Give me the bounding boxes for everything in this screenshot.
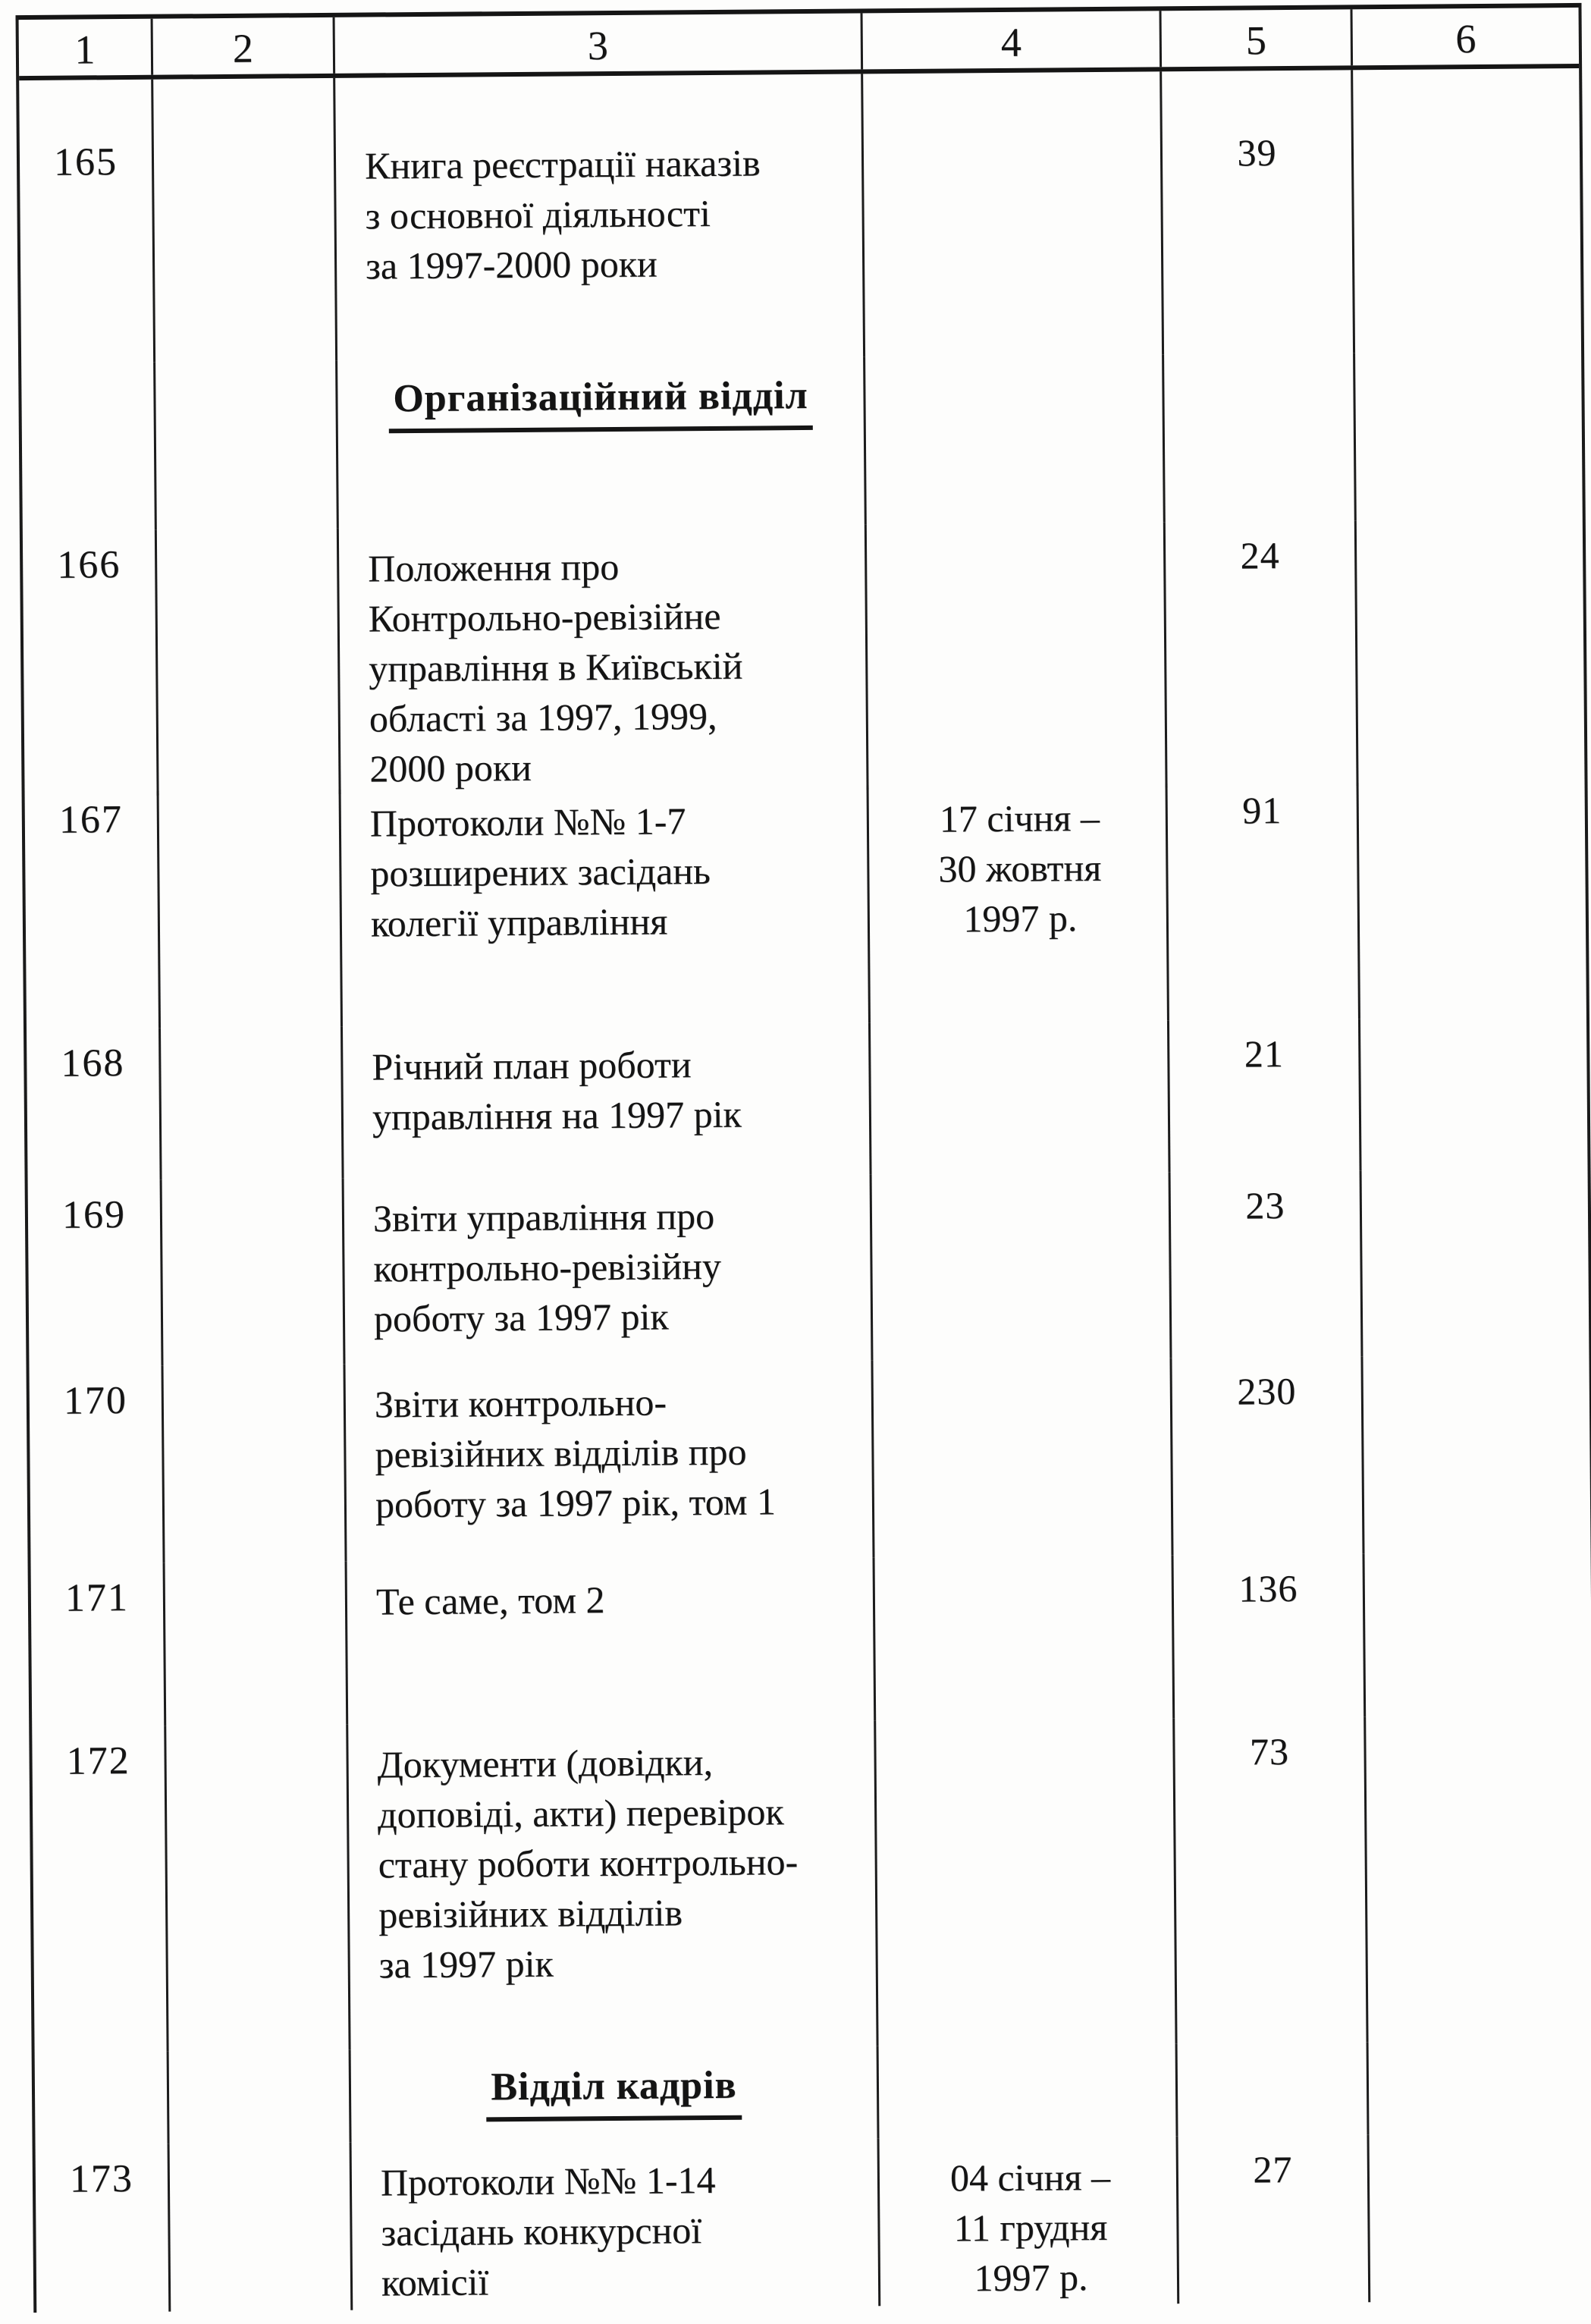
section-heading: Відділ кадрів: [486, 2062, 742, 2122]
empty-cell-6: [1353, 68, 1581, 353]
scan-tilt-wrapper: [16, 3, 1591, 2313]
empty-cell-2: [166, 1725, 350, 2052]
empty-cell-2: [170, 2143, 353, 2312]
empty-cell-2: [165, 1562, 349, 1726]
empty-cell-6: [1366, 1715, 1591, 2042]
entry-title-cell: Протоколи №№ 1-7 розширених засідань колегії управління: [341, 785, 871, 1026]
sheet-count-cell: 230: [1172, 1356, 1364, 1555]
table-row-entry: [25, 780, 1586, 1029]
empty-cell-6: [1355, 351, 1583, 520]
header-cell-4: 4: [863, 11, 1163, 69]
empty-cell-1: [35, 2052, 170, 2145]
sheet-count-cell: 21: [1169, 1019, 1362, 1172]
date-range-cell: [875, 1555, 1175, 1720]
archive-inventory-table: [16, 3, 1591, 2313]
empty-cell-2: [169, 2050, 352, 2144]
entry-title-cell: Документи (довідки, доповіді, акти) перевірок стану роботи контрольно- ревізійних відділів за 1997 рік: [348, 1720, 878, 2049]
entry-title-cell: Річний план роботи управління на 1997 рік: [343, 1022, 872, 1178]
empty-cell-6: [1370, 2133, 1591, 2302]
sheet-count-cell: 23: [1171, 1170, 1363, 1358]
row-number-cell: 169: [28, 1180, 164, 1367]
date-range-cell: [867, 522, 1168, 790]
empty-cell-4: [865, 354, 1166, 524]
row-number-cell: 172: [32, 1726, 168, 2052]
header-cell-3: 3: [335, 13, 864, 73]
entry-title-cell: Те саме, том 2: [347, 1557, 877, 1724]
entry-title-cell: Протоколи №№ 1-14 засідань конкурсної комісії: [352, 2138, 881, 2310]
empty-cell-2: [159, 790, 343, 1029]
empty-cell-4: [879, 2043, 1178, 2138]
empty-cell-5: [1178, 2042, 1370, 2136]
date-range-cell: [872, 1172, 1172, 1360]
header-cell-2: 2: [153, 17, 336, 75]
row-number-cell: 165: [19, 80, 155, 363]
table-row-entry: [31, 1552, 1591, 1727]
date-range-cell: 17 січня – 30 жовтня 1997 р.: [869, 783, 1169, 1022]
empty-cell-6: [1357, 519, 1585, 786]
sheet-count-cell: 24: [1166, 520, 1359, 787]
entry-title-cell: Положення про Контрольно-ревізійне управління в Київській області за 1997, 1999, 2000 роки: [339, 524, 869, 793]
table-row-entry: [32, 1715, 1591, 2052]
empty-cell-2: [162, 1179, 346, 1366]
table-row-entry: [36, 2133, 1591, 2313]
empty-cell-2: [155, 361, 339, 530]
entry-title-cell: Книга реєстрації наказів з основної діяльності за 1997-2000 роки: [335, 74, 865, 360]
empty-cell-6: [1360, 1017, 1588, 1170]
date-range-cell: [863, 71, 1164, 356]
empty-cell-2: [153, 78, 337, 363]
sheet-count-cell: 27: [1178, 2134, 1371, 2304]
empty-cell-6: [1369, 2040, 1591, 2134]
table-row-entry: [27, 1017, 1588, 1181]
empty-cell-2: [161, 1027, 344, 1180]
row-number-cell: 168: [27, 1029, 162, 1181]
empty-cell-5: [1164, 353, 1357, 522]
date-range-cell: 04 січня – 11 грудня 1997 р.: [880, 2136, 1180, 2306]
section-heading-cell: [337, 356, 867, 528]
table-row-section: [35, 2040, 1591, 2145]
table-row-entry: [19, 68, 1581, 363]
section-heading: Організаційний відділ: [388, 372, 813, 433]
table-row-section: [21, 351, 1583, 531]
row-number-cell: 166: [23, 530, 159, 796]
table-row-entry: [28, 1169, 1589, 1367]
row-number-cell: 173: [36, 2144, 171, 2313]
empty-cell-6: [1359, 780, 1586, 1019]
header-cell-5: 5: [1162, 9, 1354, 67]
sheet-count-cell: 91: [1168, 781, 1360, 1020]
date-range-cell: [871, 1020, 1171, 1174]
empty-cell-2: [157, 529, 341, 796]
sheet-count-cell: 136: [1174, 1553, 1367, 1718]
row-number-cell: 171: [31, 1563, 167, 1727]
sheet-count-cell: 39: [1162, 70, 1355, 354]
empty-cell-6: [1364, 1552, 1591, 1716]
entry-title-cell: Звіти управління про контрольно-ревізійну роботу за 1997 рік: [344, 1174, 874, 1364]
header-cell-1: 1: [19, 19, 154, 76]
entry-title-cell: Звіти контрольно- ревізійних відділів про роботу за 1997 рік, том 1: [345, 1360, 874, 1561]
empty-cell-6: [1363, 1355, 1590, 1553]
section-heading-cell: [351, 2046, 880, 2142]
sheet-count-cell: 73: [1175, 1716, 1368, 2043]
row-number-cell: 167: [25, 791, 161, 1029]
table-row-entry: [23, 519, 1585, 792]
table-body: [19, 68, 1591, 2313]
date-range-cell: [876, 1718, 1177, 2046]
header-cell-6: 6: [1455, 16, 1476, 62]
table-row-entry: [30, 1355, 1591, 1564]
row-number-cell: 170: [30, 1366, 165, 1564]
empty-cell-1: [21, 363, 157, 531]
date-range-cell: [873, 1358, 1173, 1557]
empty-cell-6: [1362, 1169, 1589, 1356]
empty-cell-2: [164, 1365, 347, 1563]
